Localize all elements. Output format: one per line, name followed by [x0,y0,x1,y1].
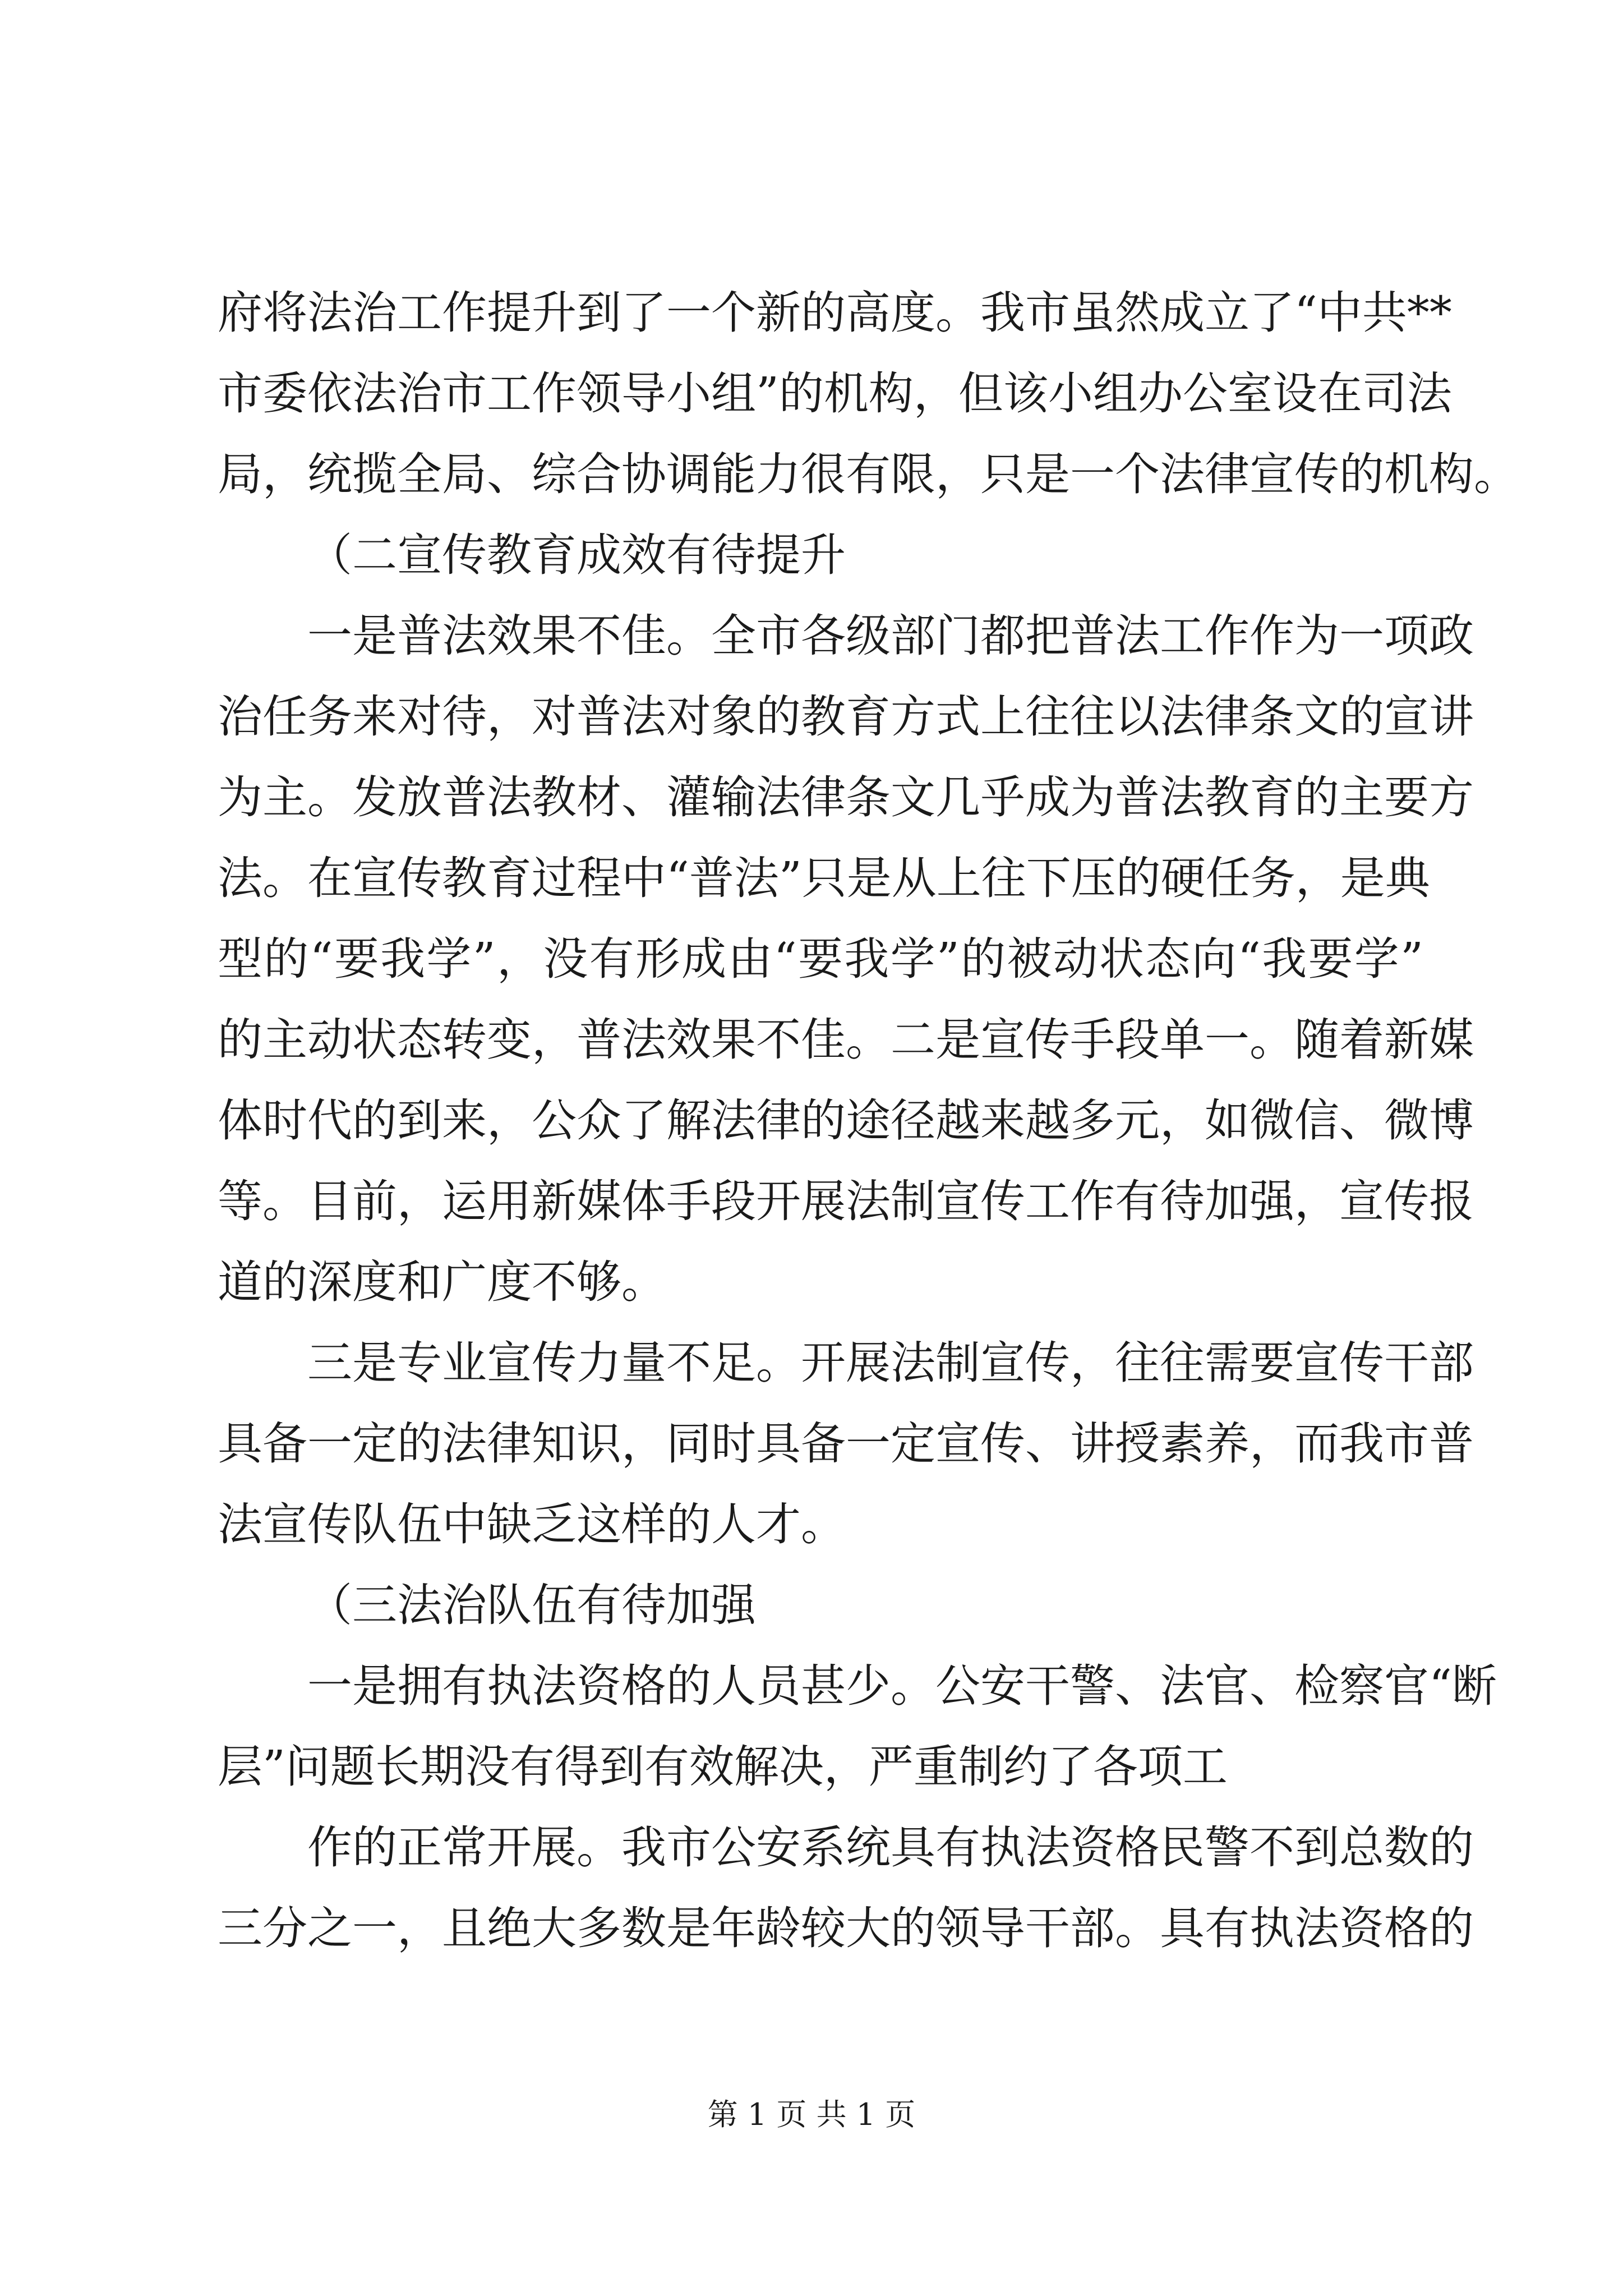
text-line: 层”问题长期没有得到有效解决，严重制约了各项工 [218,1741,1228,1793]
text-line: 具备一定的法律知识，同时具备一定宣传、讲授素养，而我市普 [218,1418,1474,1470]
text-line: 市委依法治市工作领导小组”的机构，但该小组办公室设在司法 [218,367,1452,420]
section-heading: （三法治队伍有待加强 [307,1579,756,1631]
text-line: 道的深度和广度不够。 [218,1256,666,1308]
text-line: 法宣传队伍中缺乏这样的人才。 [218,1498,846,1550]
text-line: 的主动状态转变，普法效果不佳。二是宣传手段单一。随着新媒 [218,1014,1474,1066]
text-line: 三分之一，且绝大多数是年龄较大的领导干部。具有执法资格的 [218,1902,1474,1954]
text-line: 型的“要我学”，没有形成由“要我学”的被动状态向“我要学” [218,933,1423,985]
text-line: 府将法治工作提升到了一个新的高度。我市虽然成立了“中共** [218,287,1452,339]
text-line: 体时代的到来，公众了解法律的途径越来越多元，如微信、微博 [218,1094,1474,1147]
text-line: 一是普法效果不佳。全市各级部门都把普法工作作为一项政 [307,610,1474,662]
text-line: 为主。发放普法教材、灌输法律条文几乎成为普法教育的主要方 [218,771,1474,823]
text-line: 一是拥有执法资格的人员甚少。公安干警、法官、检察官“断 [307,1660,1497,1712]
text-line: 法。在宣传教育过程中“普法”只是从上往下压的硬任务，是典 [218,852,1430,904]
page-number-footer: 第 1 页 共 1 页 [707,2097,916,2132]
text-line: 三是专业宣传力量不足。开展法制宣传，往往需要宣传干部 [307,1337,1474,1389]
text-line: 治任务来对待，对普法对象的教育方式上往往以法律条文的宣讲 [218,691,1474,743]
text-line: 作的正常开展。我市公安系统具有执法资格民警不到总数的 [307,1821,1474,1874]
section-heading: （二宣传教育成效有待提升 [307,529,846,581]
text-line: 局，统揽全局、综合协调能力很有限，只是一个法律宣传的机构。 [218,448,1519,500]
text-line: 等。目前，运用新媒体手段开展法制宣传工作有待加强，宣传报 [218,1175,1474,1227]
